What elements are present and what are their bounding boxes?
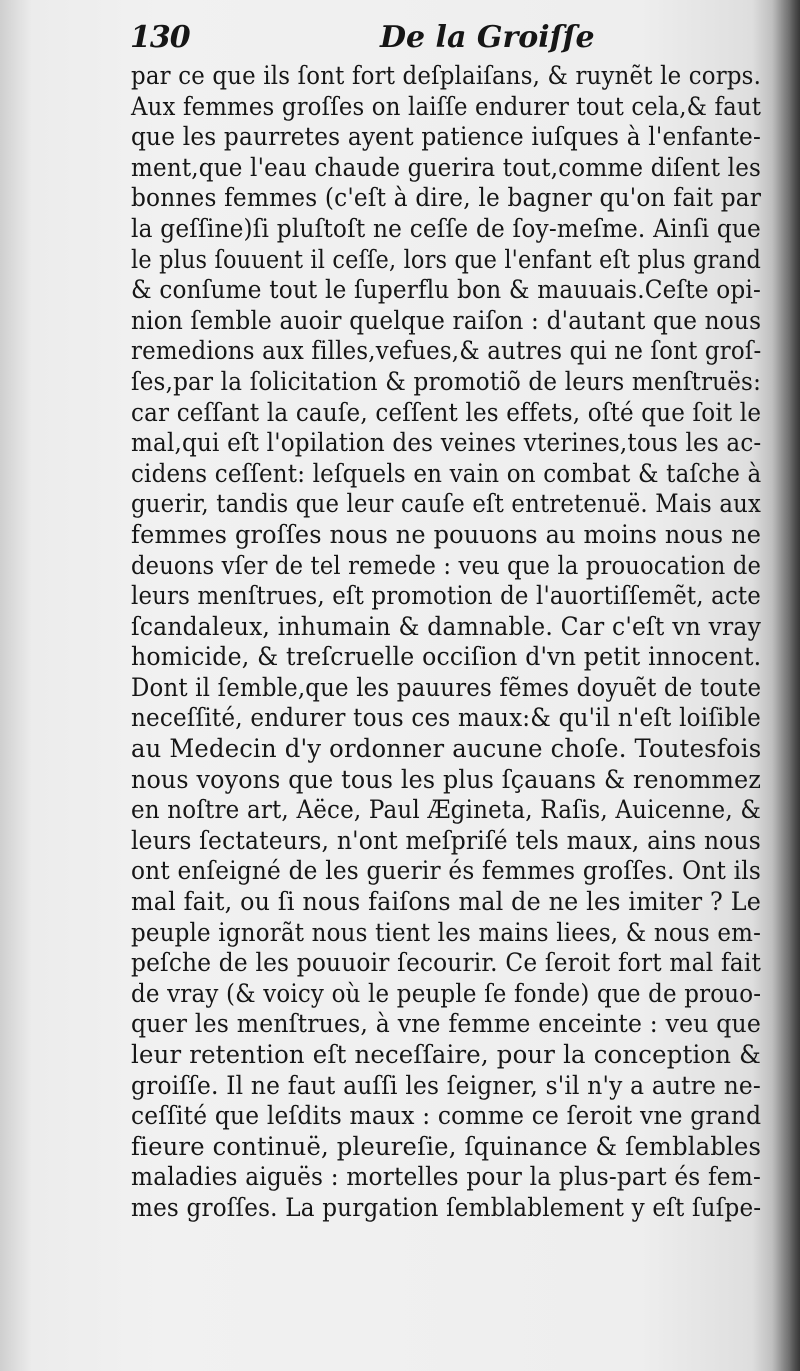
text-line: mal,qui eſt l'opilation des veines vterines,tous les ac- <box>131 428 762 458</box>
page-edge-shadow <box>772 0 800 1371</box>
text-line: homicide, & treſcruelle occiſion d'vn petit innocent. <box>131 642 762 672</box>
text-line: fieure continuë, pleureſie, ſquinance & ſemblables <box>131 1131 762 1161</box>
text-line: ſes,par la ſolicitation & promotiõ de leurs menſtruës: <box>131 366 762 396</box>
text-line: nion ſemble auoir quelque raiſon : d'autant que nous <box>131 305 762 335</box>
text-line: nous voyons que tous les plus ſçauans & renommez <box>131 764 762 794</box>
text-line: peuple ignorãt nous tient les mains liees, & nous em- <box>131 917 762 947</box>
text-line: ont enſeigné de les guerir és femmes groſſes. Ont ils <box>131 856 761 886</box>
text-line: maladies aiguës : mortelles pour la plus-part és fem- <box>131 1162 761 1192</box>
text-line: ceſſité que leſdits maux : comme ce ſeroit vne grand <box>131 1101 762 1131</box>
page-header <box>130 20 760 60</box>
text-line: mal fait, ou ſi nous faiſons mal de ne les imiter ? Le <box>131 887 762 917</box>
text-line: en noſtre art, Aëce, Paul Ægineta, Raſis, Auicenne, & <box>131 795 761 825</box>
text-line: de vray (& voicy où le peuple ſe fonde) que de prouo- <box>131 978 762 1008</box>
running-head: De la Groiſſe <box>380 20 595 55</box>
text-line: femmes groſſes nous ne pouuons au moins nous ne <box>131 519 762 549</box>
text-line: Dont il ſemble,que les pauures fẽmes doyuẽt de toute <box>131 672 762 702</box>
text-line: leurs menſtrues, eſt promotion de l'auortiſſemẽt, acte <box>131 581 761 611</box>
page-number: 130 <box>130 20 190 55</box>
text-line: & conſume tout le ſuperflu bon & mauuais.Ceſte opi- <box>131 275 762 305</box>
text-line: guerir, tandis que leur cauſe eſt entretenuë. Mais aux <box>131 489 762 519</box>
text-line: leur retention eſt neceſſaire, pour la conception & <box>131 1040 761 1069</box>
text-line: cidens ceſſent: leſquels en vain on combat & taſche à <box>131 458 762 488</box>
body-text <box>131 61 761 1224</box>
text-line: remedions aux filles,vefues,& autres qui ne ſont groſ- <box>131 336 762 366</box>
text-line: bonnes femmes (c'eſt à dire, le bagner qu'on fait par <box>131 183 762 213</box>
text-line: que les paurretes ayent patience iuſques à l'enfante- <box>131 122 762 152</box>
text-line: car ceſſant la cauſe, ceſſent les effets, oſté que ſoit le <box>131 397 762 427</box>
text-line: deuons vſer de tel remede : veu que la prouocation de <box>131 550 762 580</box>
text-line: le plus ſouuent il ceſſe, lors que l'enfant eſt plus grand <box>131 244 762 274</box>
text-line: au Medecin d'y ordonner aucune choſe. Toutesfois <box>131 734 762 764</box>
text-line: ſcandaleux, inhumain & damnable. Car c'eſt vn vray <box>131 611 761 641</box>
text-line: leurs ſectateurs, n'ont meſpriſé tels maux, ains nous <box>131 825 761 855</box>
text-line: la geſſine)ſi pluſtoſt ne ceſſe de ſoy-meſme. Ainſi que <box>131 213 761 243</box>
text-line: peſche de les pouuoir ſecourir. Ce ſeroit fort mal fait <box>131 948 762 978</box>
text-line: quer les menſtrues, à vne femme enceinte : veu que <box>131 1009 761 1039</box>
text-line: ment,que l'eau chaude guerira tout,comme diſent les <box>131 152 762 182</box>
text-line: neceſſité, endurer tous ces maux:& qu'il n'eſt loiſible <box>131 703 762 733</box>
text-line: Aux femmes groſſes on laiſſe endurer tout cela,& faut <box>131 91 762 121</box>
text-line: par ce que ils ſont fort deſplaiſans, & ruynẽt le corps. <box>131 61 762 90</box>
text-line: mes groſſes. La purgation ſemblablement y eſt ſuſpe- <box>131 1192 762 1222</box>
text-line: groiſſe. Il ne faut auſſi les ſeigner, s'il n'y a autre ne- <box>131 1070 761 1100</box>
